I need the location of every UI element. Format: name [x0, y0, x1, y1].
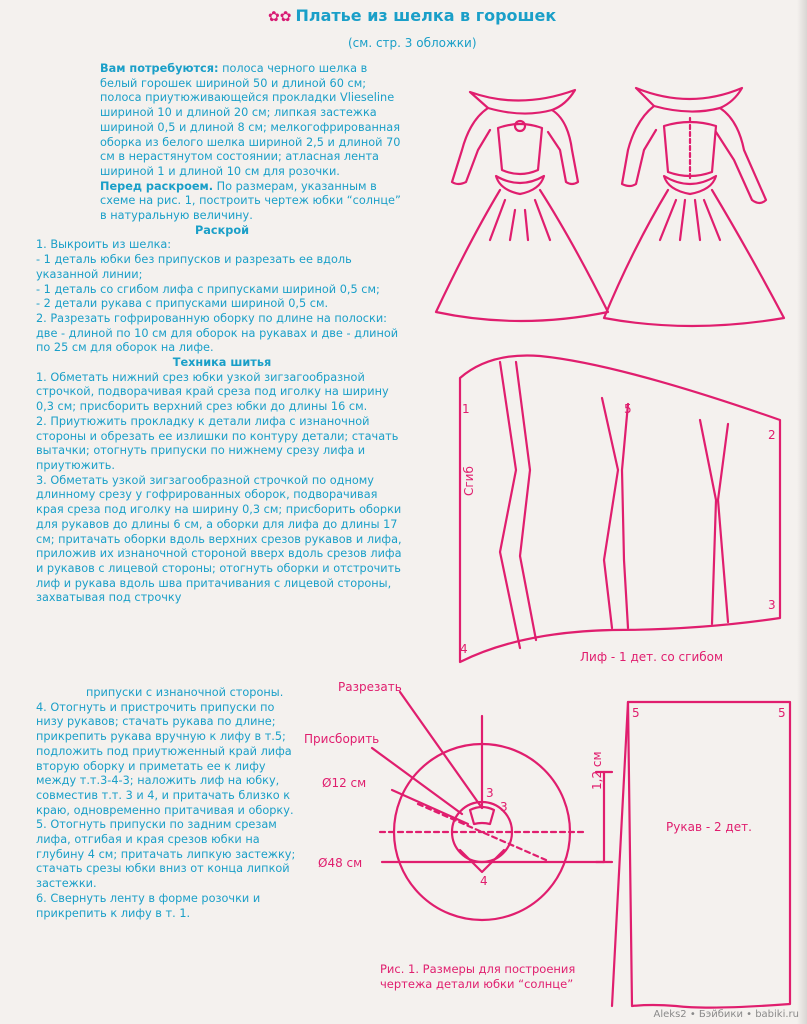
bodice-point-2: 2	[768, 428, 776, 442]
fold-label: Сгиб	[462, 466, 476, 496]
skirt-circle-diagram	[372, 692, 612, 920]
sewing-item: 4. Отогнуть и пристрочить припуски по низу рукавов; стачать рукава по длине; прикрепить рукава вручную к лифу в т.5; подложить под приутюженный край лифа вторую оборку и приметать ее к лифу между т.т.3-4-3; наложить лиф на юбку, совместив т.т. 3 и 4, и притачать близко к краю, одновременно притачивая и оборку.	[36, 700, 294, 817]
page-subtitle: (см. стр. 3 обложки)	[348, 36, 477, 50]
sleeve-point-5-right: 5	[778, 706, 786, 720]
sewing-item: 1. Обметать нижний срез юбки узкой зигзагообразной строчкой, подворачивая край среза под иголку на ширину 0,3 см; присборить верхний срез юбки до длины 16 см.	[36, 370, 389, 414]
before-cutting-text: По размерам, указанным в схеме на рис. 1, построить чертеж юбки “солнце” в натуральную величину.	[100, 179, 401, 223]
outer-diameter-label: Ø48 см	[318, 856, 363, 870]
sewing-item-tail: припуски с изнаночной стороны.	[86, 686, 284, 699]
skirt-point-3-top: 3	[486, 786, 494, 800]
dress-front-illustration	[436, 90, 608, 321]
cutting-item: 1. Выкроить из шелка:	[36, 238, 172, 252]
sewing-item: 5. Отогнуть припуски по задним срезам лифа, отгибая и края срезов юбки на глубину 4 см; притачать липкую застежку; стачать срезы юбки вниз от конца липкой застежки.	[36, 818, 296, 891]
cutting-item: 2. Разрезать гофрированную оборку по длине на полоски: две - длиной по 10 см для оборок на рукавах и две - длиной по 25 см для оборок на лифе.	[36, 311, 399, 355]
cutting-item: - 2 детали рукава с припусками шириной 0,5 см.	[36, 297, 329, 311]
cutting-item: - 1 деталь юбки без припусков и разрезать ее вдоль указанной линии;	[36, 253, 352, 281]
bodice-point-4: 4	[460, 642, 468, 656]
cutting-heading: Раскрой	[194, 223, 250, 237]
bodice-label: Лиф - 1 дет. со сгибом	[580, 650, 724, 664]
sewing-heading: Техника шитья	[172, 356, 272, 370]
sewing-item: 2. Приутюжить прокладку к детали лифа с изнаночной стороны и обрезать ее излишки по контуру детали; стачать вытачки; отогнуть припуски по нижнему срезу лифа и приутюжить.	[36, 414, 399, 472]
dress-back-illustration	[604, 88, 784, 326]
materials-label: Вам потребуются:	[100, 62, 219, 75]
caption-line-2: чертежа детали юбки “солнце”	[380, 977, 574, 991]
sewing-item: 6. Свернуть ленту в форме розочки и прикрепить к лифу в т. 1.	[36, 891, 261, 920]
bow-icon: ✿✿	[268, 9, 292, 25]
bodice-point-3: 3	[768, 598, 776, 612]
skirt-point-3-right: 3	[500, 800, 508, 814]
sleeve-point-5-left: 5	[632, 706, 640, 720]
cut-label: Разрезать	[338, 680, 402, 694]
bodice-pattern-outline	[460, 355, 780, 662]
cutting-item: - 1 деталь со сгибом лифа с припусками шириной 0,5 см;	[36, 282, 380, 296]
sleeve-pattern-outline	[612, 702, 790, 1008]
sleeve-label: Рукав - 2 дет.	[666, 820, 752, 834]
gather-label: Присборить	[304, 732, 380, 746]
offset-label: 1,2 см	[590, 751, 604, 790]
watermark: Aleks2 • Бэйбики • babiki.ru	[653, 1009, 799, 1020]
caption-line-1: Рис. 1. Размеры для построения	[380, 962, 576, 976]
materials-text: полоса черного шелка в белый горошек шириной 50 и длиной 60 см; полоса приутюживающейся прокладки Vlieseline шириной 10 и длиной 20 см; липкая застежка шириной 0,5 и длиной 8 см; мелкогофрированная оборка из белого шелка шириной 2,5 и длиной 70 см в нерастянутом состоянии; атласная лента шириной 1 и длиной 10 см для розочки.	[100, 62, 401, 178]
before-cutting-label: Перед раскроем.	[100, 179, 214, 193]
sewing-item: 3. Обметать узкой зигзагообразной строчкой по одному длинному срезу у гофрированных оборок, подворачивая края среза под иголку на ширину 0,3 см; присборить оборки для рукавов до длины 6 см, а оборки для лифа до длины 17 см; притачать оборки вдоль верхних срезов рукавов и лифа, приложив их изнаночной стороной вверх вдоль срезов лифа и рукавов с лицевой стороны; отогнуть оборки и отстрочить лиф и рукава вдоль шва притачивания с лицевой стороны, захватывая под строчку	[36, 473, 402, 605]
skirt-point-4: 4	[480, 874, 488, 888]
figure-caption	[380, 962, 610, 992]
title-text: Платье из шелка в горошек	[295, 6, 557, 25]
bodice-point-5: 5	[624, 402, 632, 416]
bodice-point-1: 1	[462, 402, 470, 416]
inner-diameter-label: Ø12 см	[322, 776, 367, 790]
